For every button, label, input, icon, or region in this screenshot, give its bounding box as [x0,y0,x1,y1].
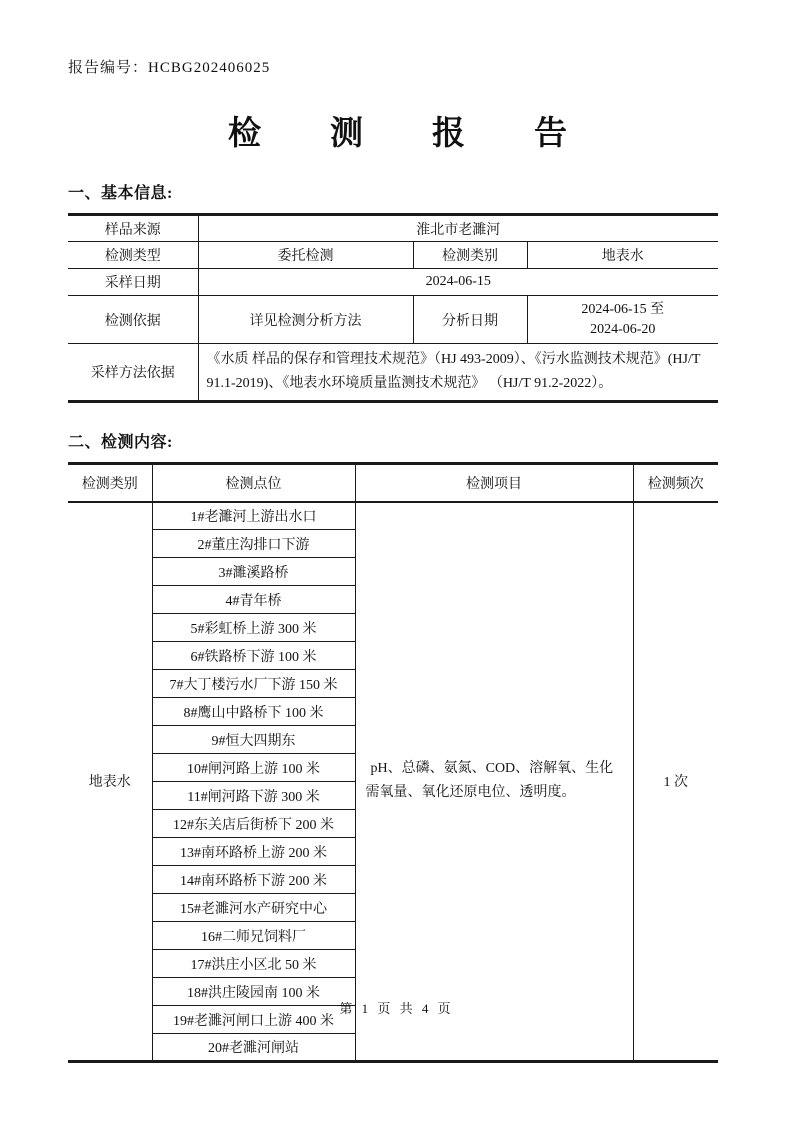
report-number-label: 报告编号： [68,60,149,76]
test-basis-label: 检测依据 [68,296,198,344]
page-footer: 第 1 页 共 4 页 [339,1001,454,1016]
point-cell: 2#董庄沟排口下游 [152,530,355,558]
point-cell: 1#老濉河上游出水口 [152,502,355,530]
point-cell: 13#南环路桥上游 200 米 [152,838,355,866]
point-cell: 18#洪庄陵园南 100 米 [152,978,355,1006]
column-header-items: 检测项目 [355,464,633,502]
point-cell: 5#彩虹桥上游 300 米 [152,614,355,642]
column-header-point: 检测点位 [152,464,355,502]
column-header-frequency: 检测频次 [633,464,718,502]
point-cell: 14#南环路桥下游 200 米 [152,866,355,894]
table-row [68,215,718,242]
point-cell: 20#老濉河闸站 [152,1034,355,1062]
section-heading-test-content: 二、检测内容: [68,434,173,451]
test-type-label: 检测类型 [68,242,198,269]
point-cell: 6#铁路桥下游 100 米 [152,642,355,670]
report-number-value: HCBG202406025 [148,60,271,76]
point-cell: 12#东关店后街桥下 200 米 [152,810,355,838]
table-row [68,344,718,402]
point-cell: 4#青年桥 [152,586,355,614]
point-cell: 10#闸河路上游 100 米 [152,754,355,782]
point-cell: 19#老濉河闸口上游 400 米 [152,1006,355,1034]
sample-source-label: 样品来源 [104,222,161,238]
items-cell: pH、总磷、氨氮、COD、溶解氧、生化需氧量、氧化还原电位、透明度。 [365,761,614,801]
analysis-date-value [527,296,718,344]
document-title: 检 测 报 告 [228,116,568,152]
point-cell: 7#大丁楼污水厂下游 150 米 [152,670,355,698]
analysis-date-label: 分析日期 [413,296,527,344]
table-row [68,296,718,344]
point-cell: 9#恒大四期东 [152,726,355,754]
section-heading-basic-info: 一、基本信息: [68,185,173,202]
test-type-value: 委托检测 [198,242,413,269]
category-cell: 地表水 [88,775,131,791]
point-cell: 17#洪庄小区北 50 米 [152,950,355,978]
test-category-value: 地表水 [527,242,718,269]
sample-source-value: 淮北市老濉河 [198,215,718,242]
point-cell: 15#老濉河水产研究中心 [152,894,355,922]
sampling-date-value: 2024-06-15 [198,269,718,296]
table-row [68,269,718,296]
point-cell: 8#鹰山中路桥下 100 米 [152,698,355,726]
table-header-row [68,464,718,502]
column-header-category: 检测类别 [68,464,152,502]
point-cell: 11#闸河路下游 300 米 [152,782,355,810]
analysis-date-line2: 2024-06-20 [590,321,656,337]
sampling-date-label: 采样日期 [68,269,198,296]
test-basis-value: 详见检测分析方法 [198,296,413,344]
test-category-label: 检测类别 [413,242,527,269]
point-row [68,502,718,530]
sampling-method-value: 《水质 样品的保存和管理技术规范》（HJ 493-2009）、《污水监测技术规范》(HJ/T 91.1-2019)、《地表水环境质量监测技术规范》 （HJ/T 91.2-2022）。 [198,344,718,402]
point-cell: 16#二师兄饲料厂 [152,922,355,950]
basic-info-table [68,213,718,403]
frequency-cell: 1 次 [633,502,718,1062]
report-number-line [68,56,728,77]
table-row [68,242,718,269]
test-content-table [68,462,718,1063]
point-cell: 3#濉溪路桥 [152,558,355,586]
sampling-method-label: 采样方法依据 [68,344,198,402]
analysis-date-line1: 2024-06-15 至 [581,301,665,317]
